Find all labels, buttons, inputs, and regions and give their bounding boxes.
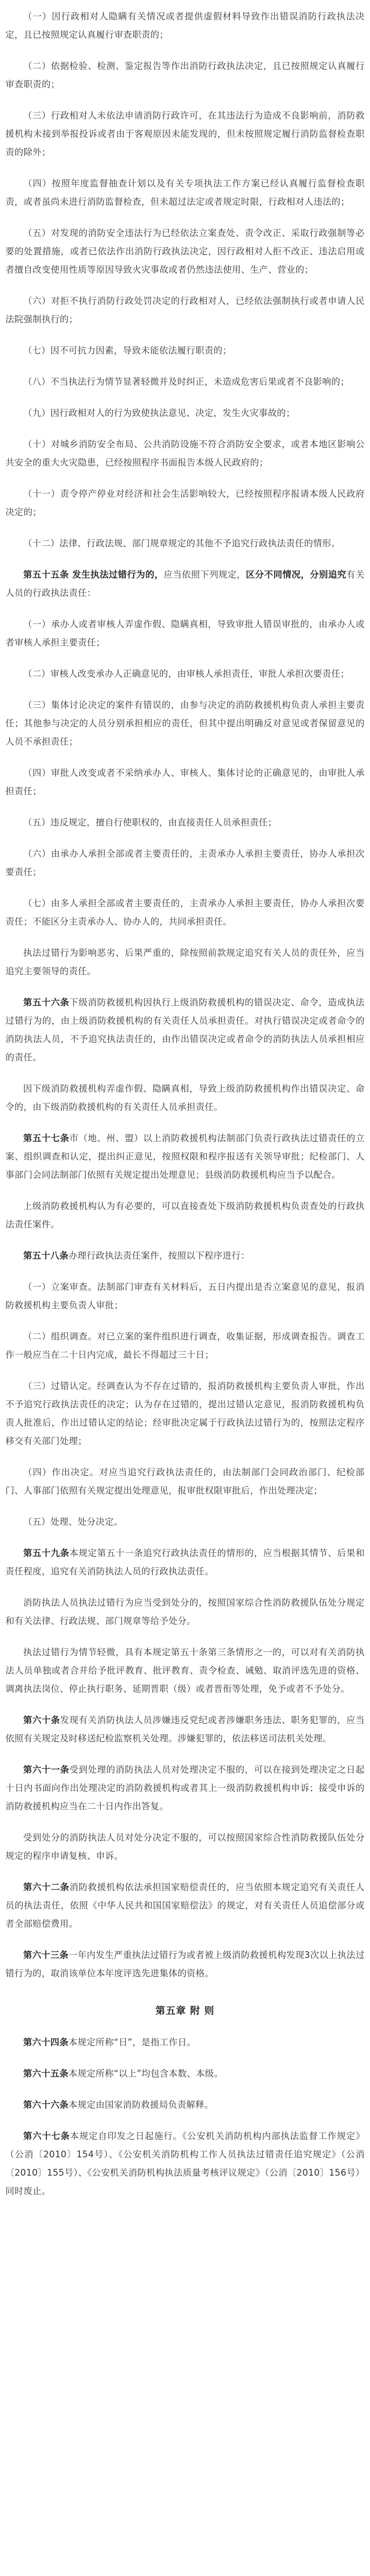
article-label: 第六十二条	[23, 1882, 70, 1892]
article-60	[5, 1711, 365, 1748]
article-label: 第六十五条	[23, 2068, 68, 2079]
clause-item: （二）组织调查。对已立案的案件组织进行调查，收集证据，形成调查报告。调查工作一般应当在二十日内完成，最长不得超过三十日；	[5, 1331, 365, 1360]
clause-item: （八）不当执法行为情节显著轻微并及时纠正，未造成危害后果或者不良影响的；	[23, 377, 350, 387]
article-emphasis: 区分不同情况，分别追究	[245, 570, 347, 580]
clause-item: 受到处分的消防执法人员对处分决定不服的，可以按照国家综合性消防救援队伍处分规定的程序申请复核、申诉。	[5, 1832, 365, 1861]
article-label: 第五十七条	[23, 1133, 70, 1143]
article-text: 办理行政执法责任案件，按照以下程序进行：	[68, 1251, 250, 1261]
article-label: 第五十五条 发生执法过错行为的，	[23, 570, 164, 580]
article-label: 第五十六条	[23, 997, 70, 1008]
article-59	[5, 1544, 365, 1581]
article-text: 本规定所称“日”，是指工作日。	[68, 2037, 196, 2047]
article-text: 应当依照下列规定，	[163, 570, 246, 580]
article-54-exemptions	[5, 8, 365, 553]
clause-item: （三）行政相对人未依法申请消防行政许可，在其违法行为造成不良影响前，消防救援机构未接到举报投诉或者由于客观原因未能发现的，但未按照规定履行消防监督检查职责的除外；	[5, 110, 365, 157]
article-text: 消防救援机构依法承担国家赔偿责任的，应当依照本规定追究有关责任人员的执法责任，依照《中华人民共和国国家赔偿法》的规定，对有关责任人员追偿部分或者全部赔偿费用。	[5, 1882, 365, 1929]
clause-item: （二）审核人改变承办人正确意见的，由审核人承担责任，审批人承担次要责任；	[23, 669, 350, 679]
article-label: 第六十一条	[23, 1765, 70, 1775]
clause-item: （七）由多人承担全部或者主要责任的，主责承办人承担主要责任，协办人承担次要责任；不能区分主责承办人、协办人的，共同承担责任。	[5, 898, 365, 927]
clause-item: 执法过错行为情节轻微，具有本规定第五十条第三条情形之一的，可以对有关消防执法人员单独或者合并给予批评教育、批评教育、责令检查、诫勉、取消评选先进的资格、调离执法岗位、停止执行职务、延期晋职（级）或者晋衔等处理，免予或者不予处分。	[5, 1647, 365, 1694]
article-label: 第六十三条	[23, 1950, 69, 1960]
clause-item: （三）过错认定。经调查认为不存在过错的，报消防救援机构主要负责人审批，作出不予追究行政执法责任的决定；认为存在过错的，提出过错认定意见，报消防救援机构负责人批准后，作出过错认定的结论；经审批决定属于行政执法过错行为的，按照法定程序移交有关部门处理；	[5, 1381, 365, 1446]
article-text: 发现有关消防执法人员涉嫌违反党纪或者涉嫌职务违法、职务犯罪的，应当依照有关规定及时移送纪检监察机关处理。涉嫌犯罪的，依法移送司法机关处理。	[5, 1715, 365, 1744]
clause-item: 因下级消防救援机构弄虚作假、隐瞒真相，导致上级消防救援机构作出错误决定、命令的，由下级消防救援机构的有关责任人员承担责任。	[5, 1084, 365, 1112]
article-text: 本规定第五十一条追究行政执法责任的情形的，应当根据其情节、后果和责任程度，追究有关消防执法人员的行政执法责任。	[5, 1548, 365, 1577]
article-64	[5, 2033, 365, 2052]
article-text: 本规定自印发之日起施行。《公安机关消防机构内部执法监督工作规定》（公消〔2010〕154号）、《公安机关消防机构工作人员执法过错责任追究规定》（公消〔2010〕155号）、《公安机关消防机构执法质量考核评议规定》（公消〔2010〕156号）同时废止。	[5, 2131, 365, 2196]
clause-item: 执法过错行为影响恶劣、后果严重的，除按照前款规定追究有关人员的责任外，应当追究主要领导的责任。	[5, 948, 365, 976]
article-label: 第五十八条	[23, 1251, 68, 1261]
clause-item: （十二）法律、行政法规、部门规章规定的其他不予追究行政执法责任的情形。	[23, 538, 340, 548]
clause-item: （六）由承办人承担全部或者主要责任的，主责承办人承担主要责任，协办人承担次要责任；	[5, 849, 365, 877]
article-text: 下级消防救援机构因执行上级消防救援机构的错误决定、命令，造成执法过错行为的，由上级消防救援机构的有关责任人员承担责任。对执行错误决定或者命令的消防执法人员，不予追究执法责任的，由作出错误决定或者命令的消防执法人员承担相应的责任。	[5, 997, 365, 1063]
article-58-steps	[5, 1278, 365, 1531]
clause-item: （一）承办人或者审核人弄虚作假、隐瞒真相，导致审批人错误审批的，由承办人或者审核人承担主要责任；	[5, 619, 365, 648]
clause-item: （五）对发现的消防安全违法行为已经依法立案查处、责令改正、采取行政强制等必要的处置措施，或者已依法作出消防行政执法决定，因行政相对人拒不改正、违法启用或者擅自改变使用性质等原因导致火灾事故或者仍然违法使用、生产、营业的；	[5, 228, 365, 275]
clause-item: （五）违反规定，擅自行使职权的，由直接责任人员承担责任；	[23, 817, 277, 828]
clause-item: （四）作出决定。对应当追究行政执法责任的，由法制部门会同政治部门、纪检部门、人事部门依照有关规定提出处理意见，报审批权限审批后，作出处理决定；	[5, 1467, 365, 1496]
article-label: 第六十六条	[23, 2100, 68, 2110]
article-label: 第六十四条	[23, 2037, 68, 2047]
article-text: 受到处理的消防执法人员对处理决定不服的，可以在接到处理决定之日起十日内书面向作出处理决定的消防救援机构或者其上一级消防救援机构申诉；接受申诉的消防救援机构应当在二十日内作出答复。	[5, 1765, 365, 1811]
article-label: 第六十条	[23, 1715, 60, 1725]
article-63	[5, 1946, 365, 1983]
article-text: 本规定由国家消防救援局负责解释。	[68, 2100, 214, 2110]
article-label: 第六十七条	[23, 2131, 70, 2141]
article-text: 一年内发生严重执法过错行为或者被上级消防救援机构发现3次以上执法过错行为的，取消该单位本年度评选先进集体的资格。	[5, 1950, 365, 1978]
clause-item: 上级消防救援机构认为有必要的，可以直接查处下级消防救援机构负责查处的行政执法责任案件。	[5, 1201, 365, 1230]
clause-item: （四）按照年度监督抽查计划以及有关专项执法工作方案已经认真履行监督检查职责，或者虽尚未进行消防监督检查，但未超过法定或者规定时限，行政相对人违法的；	[5, 178, 365, 207]
clause-item: （十一）责令停产停业对经济和社会生活影响较大，已经按照程序报请本级人民政府决定的；	[5, 489, 365, 517]
clause-item: （一）因行政相对人隐瞒有关情况或者提供虚假材料导致作出错误消防行政执法决定，且已按照规定认真履行审查职责的；	[5, 11, 365, 40]
article-65	[5, 2065, 365, 2083]
article-67	[5, 2127, 365, 2200]
article-62	[5, 1878, 365, 1933]
clause-item: （六）对拒不执行消防行政处罚决定的行政相对人，已经依法强制执行或者申请人民法院强制执行的；	[5, 296, 365, 324]
article-56	[5, 994, 365, 1067]
clause-item: （七）因不可抗力因素，导致未能依法履行职责的；	[23, 345, 232, 356]
article-55	[5, 566, 365, 602]
clause-item: 消防执法人员执法过错行为应当受到处分的，按照国家综合性消防救援队伍处分规定和有关法律、行政法规、部门规章等给予处分。	[5, 1598, 365, 1626]
clause-item: （一）立案审查。法制部门审查有关材料后，五日内提出是否立案意见的意见，报消防救援机构主要负责人审批；	[5, 1282, 365, 1310]
clause-item: （四）审批人改变或者不采纳承办人、审核人、集体讨论的正确意见的，由审批人承担责任；	[5, 768, 365, 796]
clause-item: （十）对城乡消防安全布局、公共消防设施不符合消防安全要求，或者本地区影响公共安全的重大火灾隐患，已经按照程序书面报告本级人民政府的；	[5, 439, 365, 468]
clause-item: （九）因行政相对人的行为致使执法意见、决定，发生火灾事故的；	[23, 408, 295, 418]
article-57	[5, 1129, 365, 1184]
chapter-heading: 第五章 附 则	[155, 2005, 215, 2017]
article-66	[5, 2096, 365, 2114]
article-text: 本规定所称“以上”均包含本数、本级。	[68, 2068, 223, 2079]
article-label: 第五十九条	[23, 1548, 70, 1558]
clause-item: （二）依据检验、检测、鉴定报告等作出消防行政执法决定，且已按照规定认真履行审查职责的；	[5, 61, 365, 89]
article-text: 有关人员的行政执法责任：	[5, 570, 365, 598]
article-text: 市（地、州、盟）以上消防救援机构法制部门负责行政执法过错责任的立案、组织调查和认定，提出纠正意见，按照权限和程序报送有关领导审批；纪检部门、人事部门会同法制部门依照有关规定提出处理意见；县级消防救援机构应当予以配合。	[5, 1133, 365, 1180]
article-55-items	[5, 615, 365, 981]
article-61	[5, 1761, 365, 1816]
clause-item: （三）集体讨论决定的案件有错误的，由参与决定的消防救援机构负责人承担主要责任；其他参与决定的人员分别承担相应的责任，但其中提出明确反对意见或者保留意见的人员不承担责任；	[5, 700, 365, 747]
clause-item: （五）处理、处分决定。	[23, 1517, 123, 1527]
article-58	[5, 1247, 365, 1265]
